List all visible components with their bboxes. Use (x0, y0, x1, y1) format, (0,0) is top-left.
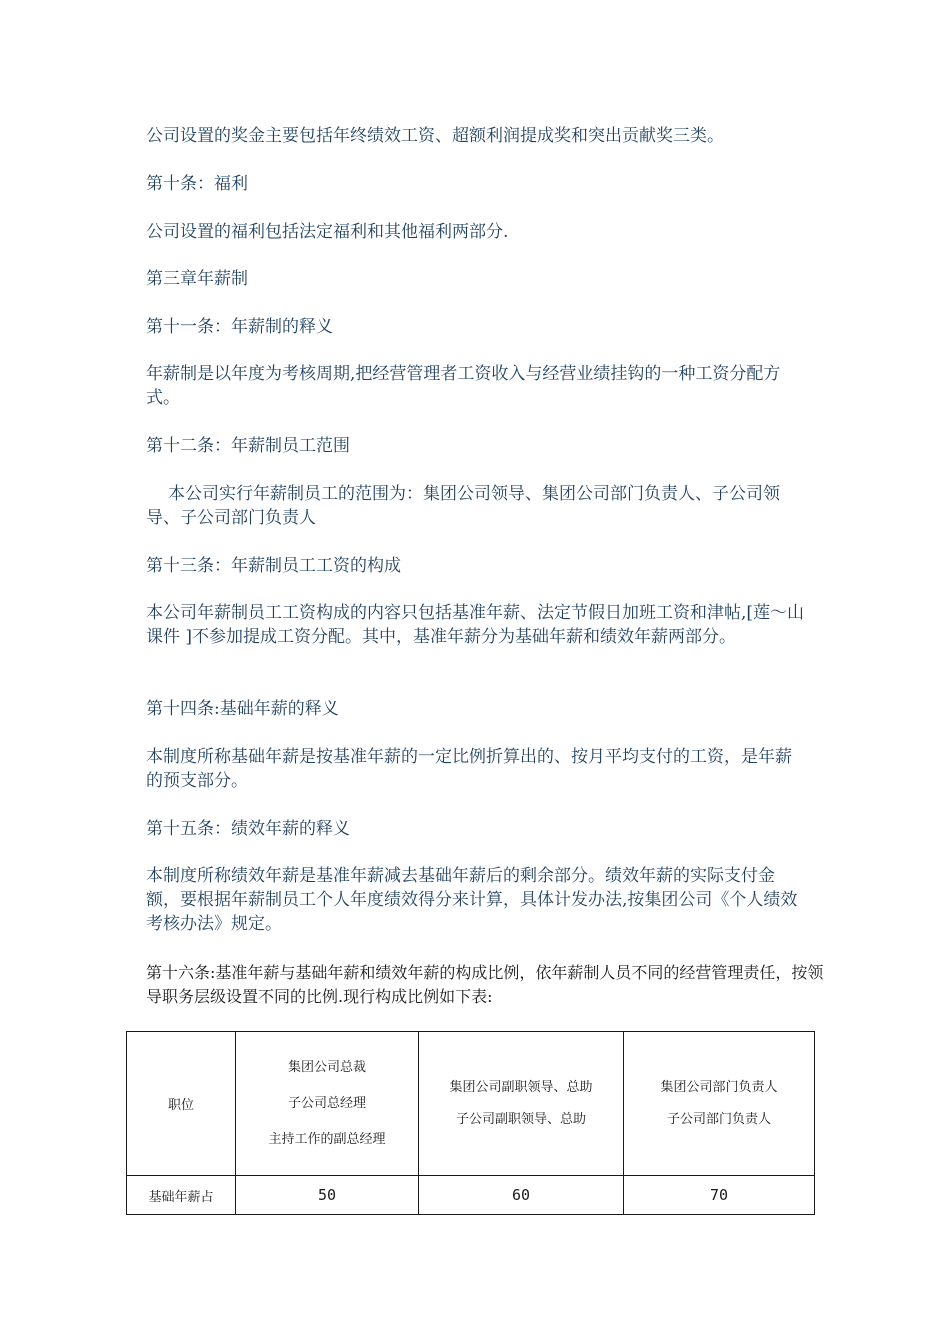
heading-article-11: 第十一条：年薪制的释义 (146, 317, 333, 337)
table-header-row (127, 1032, 815, 1176)
header-col-1-line: 主持工作的副总经理 (268, 1131, 386, 1147)
heading-article-10: 第十条：福利 (146, 174, 248, 194)
paragraph-performance-salary: 本制度所称绩效年薪是基准年薪减去基础年薪后的剩余部分。绩效年薪的实际支付金额，要根据年薪制员工个人年度绩效得分来计算，具体计发办法,按集团公司《个人绩效考核办法》规定。 (146, 866, 798, 934)
value-cell: 50 (236, 1176, 419, 1215)
header-col-3-line: 子公司部门负责人 (666, 1111, 771, 1127)
salary-ratio-table (126, 1031, 815, 1215)
header-col-3 (624, 1032, 815, 1176)
position-label: 职位 (167, 1098, 194, 1113)
row-label: 基础年薪占 (127, 1176, 236, 1215)
value-cell: 60 (419, 1176, 624, 1215)
header-col-1-line: 子公司总经理 (287, 1095, 366, 1111)
header-col-2 (419, 1032, 624, 1176)
heading-article-15: 第十五条：绩效年薪的释义 (146, 819, 350, 839)
paragraph-welfare: 公司设置的福利包括法定福利和其他福利两部分. (146, 222, 509, 242)
value-cell: 70 (624, 1176, 815, 1215)
heading-article-12: 第十二条：年薪制员工范围 (146, 436, 350, 456)
heading-article-13: 第十三条：年薪制员工工资的构成 (146, 556, 401, 576)
header-col-2-line: 集团公司副职领导、总助 (449, 1079, 593, 1095)
heading-chapter-3: 第三章年薪制 (146, 269, 248, 289)
heading-article-14: 第十四条:基础年薪的释义 (146, 699, 339, 719)
paragraph-base-salary: 本制度所称基础年薪是按基准年薪的一定比例折算出的、按月平均支付的工资，是年薪的预支部分。 (146, 747, 792, 791)
paragraph-bonus: 公司设置的奖金主要包括年终绩效工资、超额利润提成奖和突出贡献奖三类。 (146, 126, 724, 146)
header-col-1 (236, 1032, 419, 1176)
header-col-2-line: 子公司副职领导、总助 (455, 1111, 586, 1127)
paragraph-annual-salary-definition: 年薪制是以年度为考核周期,把经营管理者工资收入与经营业绩挂钩的一种工资分配方式。 (146, 364, 781, 408)
paragraph-article-16: 第十六条:基准年薪与基础年薪和绩效年薪的构成比例，依年薪制人员不同的经营管理责任，按领导职务层级设置不同的比例.现行构成比例如下表: (146, 963, 824, 1006)
paragraph-staff-scope: 本公司实行年薪制员工的范围为：集团公司领导、集团公司部门负责人、子公司领导、子公司部门负责人 (146, 484, 780, 528)
table-row (127, 1176, 815, 1215)
header-position (127, 1032, 236, 1176)
header-col-1-line: 集团公司总裁 (287, 1059, 366, 1075)
header-col-3-line: 集团公司部门负责人 (660, 1079, 778, 1095)
paragraph-salary-composition: 本公司年薪制员工工资构成的内容只包括基准年薪、法定节假日加班工资和津帖,[莲～山 课件 ]不参加提成工资分配。其中，基准年薪分为基础年薪和绩效年薪两部分。 (146, 603, 805, 647)
